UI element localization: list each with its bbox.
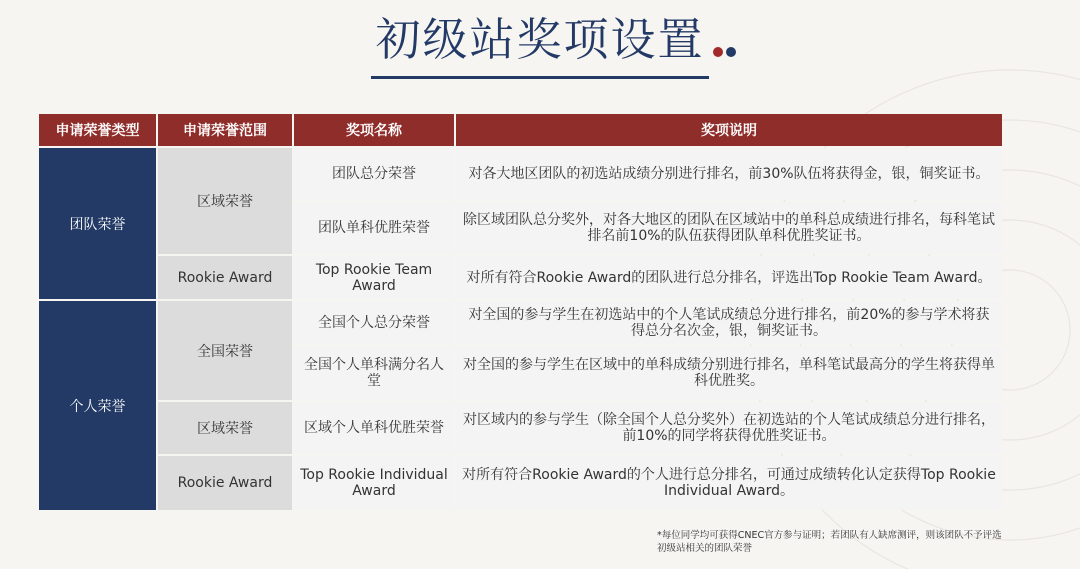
award-desc-cell: 除区域团队总分奖外，对各大地区的团队在区域站中的单科总成绩进行排名，每科笔试排名前10%的队伍获得团队单科优胜奖证书。	[456, 202, 1002, 254]
header-award-name: 奖项名称	[294, 114, 454, 146]
table-row	[39, 148, 1002, 200]
award-name-cell: 团队总分荣誉	[294, 148, 454, 200]
table-header-row	[39, 114, 1002, 146]
individual-honor-type: 个人荣誉	[39, 301, 156, 510]
award-name-cell: 区域个人单科优胜荣誉	[294, 402, 454, 454]
team-honor-type: 团队荣誉	[39, 148, 156, 299]
awards-table	[37, 112, 1004, 512]
award-desc-cell: 对全国的参与学生在区域中的单科成绩分别进行排名，单科笔试最高分的学生将获得单科优胜奖。	[456, 346, 1002, 400]
footnote: *每位同学均可获得CNEC官方参与证明；若团队有人缺席测评，则该团队不予评选初级站相关的团队荣誉	[657, 530, 1002, 554]
table-row	[39, 256, 1002, 299]
scope-cell: 区域荣誉	[158, 402, 292, 454]
award-desc-cell: 对所有符合Rookie Award的个人进行总分排名，可通过成绩转化认定获得Top Rookie Individual Award。	[456, 456, 1002, 510]
award-name-cell: 全国个人总分荣誉	[294, 301, 454, 344]
award-name-cell: 团队单科优胜荣誉	[294, 202, 454, 254]
table-row	[39, 301, 1002, 344]
table-row	[39, 402, 1002, 454]
scope-cell: 全国荣誉	[158, 301, 292, 400]
red-dot-icon	[713, 47, 723, 57]
page-title-text: 初级站奖项设置	[375, 13, 705, 66]
navy-dot-icon	[726, 47, 736, 57]
award-desc-cell: 对各大地区团队的初选站成绩分别进行排名，前30%队伍将获得金，银，铜奖证书。	[456, 148, 1002, 200]
title-dots	[713, 12, 739, 72]
award-name-cell: 全国个人单科满分名人堂	[294, 346, 454, 400]
header-award-type: 申请荣誉类型	[39, 114, 156, 146]
scope-cell: Rookie Award	[158, 256, 292, 299]
header-award-scope: 申请荣誉范围	[158, 114, 292, 146]
scope-cell: Rookie Award	[158, 456, 292, 510]
page-title	[371, 10, 708, 79]
award-desc-cell: 对全国的参与学生在初选站中的个人笔试成绩总分进行排名，前20%的参与学术将获得总分名次金，银，铜奖证书。	[456, 301, 1002, 344]
award-name-cell: Top Rookie Team Award	[294, 256, 454, 299]
table-row	[39, 456, 1002, 510]
header-award-description: 奖项说明	[456, 114, 1002, 146]
scope-cell: 区域荣誉	[158, 148, 292, 254]
award-name-cell: Top Rookie Individual Award	[294, 456, 454, 510]
award-desc-cell: 对区域内的参与学生（除全国个人总分奖外）在初选站的个人笔试成绩总分进行排名，前10%的同学将获得优胜奖证书。	[456, 402, 1002, 454]
award-desc-cell: 对所有符合Rookie Award的团队进行总分排名，评选出Top Rookie Team Award。	[456, 256, 1002, 299]
